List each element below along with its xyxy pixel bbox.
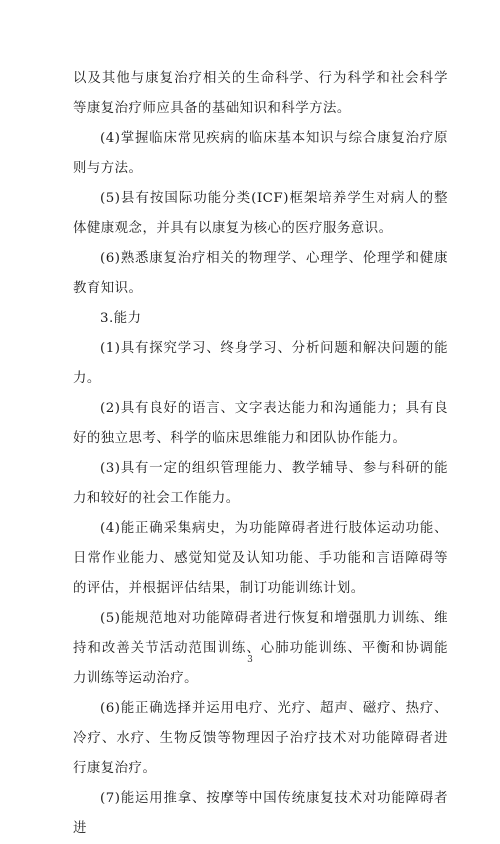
section-heading-ability: 3.能力 (100, 311, 142, 326)
paragraph-ability-4: (4)能正确采集病史，为功能障碍者进行肢体运动功能、日常作业能力、感觉知觉及认知功能、手功能和言语障碍等的评估，并根据评估结果，制订功能训练计划。 (73, 521, 448, 596)
document-body (73, 64, 448, 844)
paragraph-ability-6: (6)能正确选择并运用电疗、光疗、超声、磁疗、热疗、冷疗、水疗、生物反馈等物理因子治疗技术对功能障碍者进行康复治疗。 (73, 701, 448, 776)
paragraph-ability-3: (3)具有一定的组织管理能力、教学辅导、参与科研的能力和较好的社会工作能力。 (73, 461, 448, 506)
paragraph-knowledge-6: (6)熟悉康复治疗相关的物理学、心理学、伦理学和健康教育知识。 (73, 251, 448, 296)
paragraph-knowledge-5: (5)县有按国际功能分类(ICF)框架培养学生对病人的整体健康观念，并具有以康复为核心的医疗服务意识。 (73, 191, 448, 236)
paragraph-ability-7: (7)能运用推拿、按摩等中国传统康复技术对功能障碍者进 (73, 791, 448, 836)
paragraph-continuation: 以及其他与康复治疗相关的生命科学、行为科学和社会科学等康复治疗师应具备的基础知识和科学方法。 (73, 71, 448, 116)
paragraph-ability-1: (1)具有探究学习、终身学习、分析问题和解决问题的能力。 (73, 341, 448, 386)
paragraph-knowledge-4: (4)掌握临床常见疾病的临床基本知识与综合康复治疗原则与方法。 (73, 131, 448, 176)
paragraph-ability-2: (2)具有良好的语言、文字表达能力和沟通能力；具有良好的独立思考、科学的临床思维能力和团队协作能力。 (73, 401, 448, 446)
page-number: 3 (247, 655, 253, 665)
paragraph-ability-5: (5)能规范地对功能障碍者进行恢复和增强肌力训练、维持和改善关节活动范围训练、心肺功能训练、平衡和协调能力训练等运动治疗。 (73, 611, 448, 686)
